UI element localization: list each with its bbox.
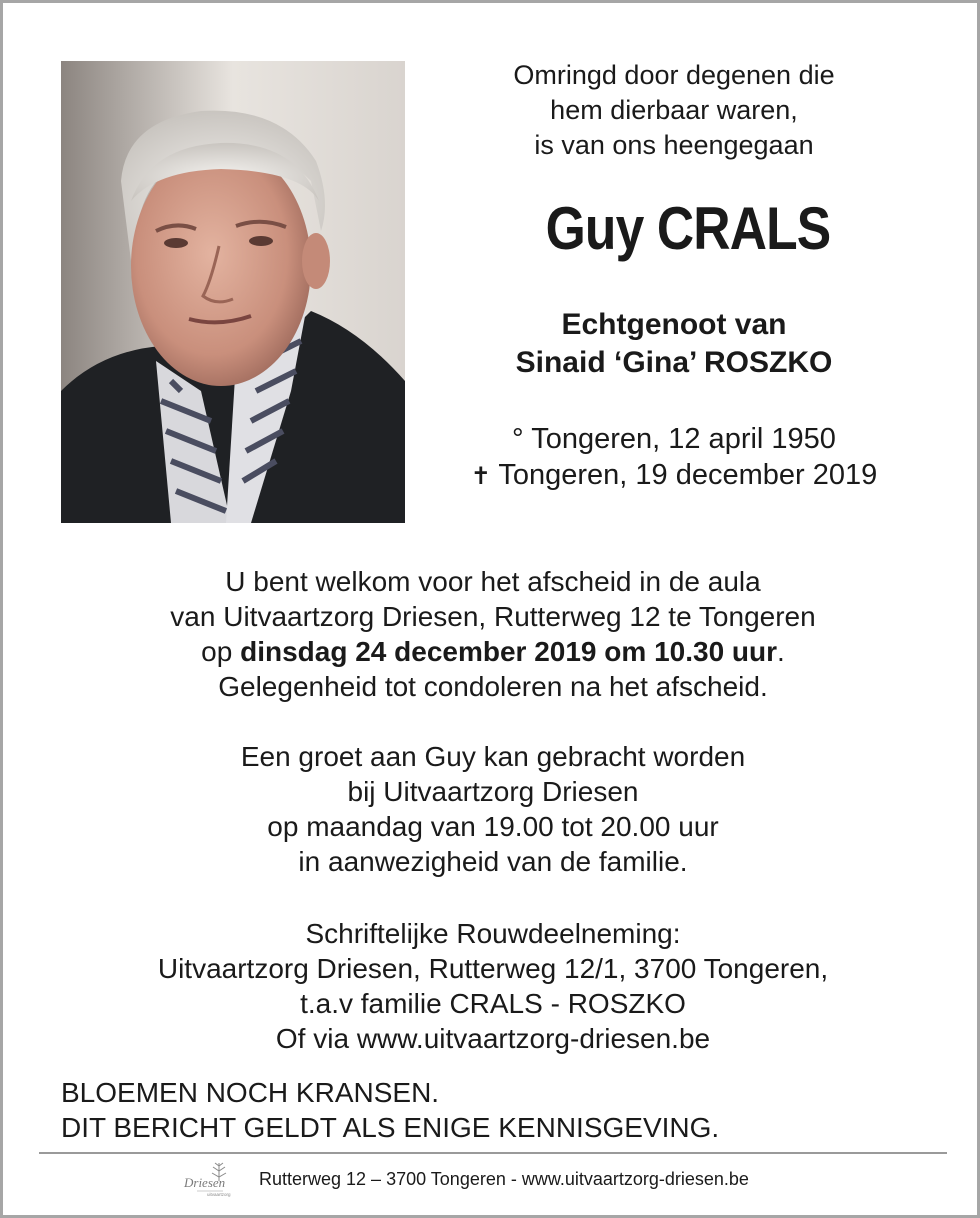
portrait-photo (61, 61, 405, 523)
intro-line: is van ons heengegaan (534, 130, 814, 160)
visitation-line: in aanwezigheid van de familie. (298, 846, 688, 877)
cross-icon: ✝ (470, 463, 491, 490)
death-date (443, 457, 905, 495)
farewell-block (43, 564, 943, 704)
visitation-line: Een groet aan Guy kan gebracht worden (240, 741, 746, 772)
logo-text: Driesen (184, 1175, 226, 1190)
condolences-line: t.a.v familie CRALS - ROSZKO (300, 988, 686, 1019)
intro-text (453, 58, 895, 163)
footer (3, 1159, 977, 1201)
visitation-line: bij Uitvaartzorg Driesen (347, 776, 639, 807)
condolences-website: Of via www.uitvaartzorg-driesen.be (275, 1023, 711, 1054)
farewell-line: van Uitvaartzorg Driesen, Rutterweg 12 te Tongeren (170, 601, 816, 632)
farewell-line: U bent welkom voor het afscheid in de aula (225, 566, 761, 597)
farewell-datetime-line (43, 634, 943, 669)
death-place-date: Tongeren, 19 december 2019 (498, 459, 878, 491)
condolences-line: Uitvaartzorg Driesen, Rutterweg 12/1, 3700 Tongeren, (157, 953, 829, 984)
deceased-name: Guy CRALS (545, 195, 831, 262)
spouse-line: Echtgenoot van (561, 308, 787, 341)
intro-line: hem dierbaar waren, (550, 95, 798, 125)
spouse-name: Sinaid ‘Gina’ ROSZKO (515, 346, 833, 379)
logo-graphic (179, 1159, 243, 1199)
farewell-datetime: dinsdag 24 december 2019 om 10.30 uur (240, 636, 778, 667)
logo-subtext: uitvaartzorg (207, 1192, 231, 1197)
visitation-line: op maandag van 19.00 tot 20.00 uur (267, 811, 719, 842)
portrait-image (61, 61, 405, 523)
farewell-prefix: op (201, 636, 233, 667)
visitation-block (43, 739, 943, 879)
condolences-block (43, 916, 943, 1056)
notice-block (61, 1075, 941, 1145)
birth-place-date: Tongeren, 12 april 1950 (531, 423, 836, 455)
farewell-suffix: . (777, 636, 785, 667)
intro-line: Omringd door degenen die (513, 60, 835, 90)
footer-divider (39, 1152, 947, 1154)
notice-line: DIT BERICHT GELDT ALS ENIGE KENNISGEVING. (61, 1112, 720, 1143)
birth-date (443, 421, 905, 457)
driesen-logo (179, 1159, 243, 1199)
spouse-info (453, 306, 895, 382)
life-dates (443, 421, 905, 495)
condolences-line: Schriftelijke Rouwdeelneming: (305, 918, 681, 949)
farewell-line: Gelegenheid tot condoleren na het afscheid. (218, 671, 768, 702)
footer-contact: Rutterweg 12 – 3700 Tongeren - www.uitvaartzorg-driesen.be (259, 1169, 749, 1189)
birth-symbol: ° (512, 423, 524, 455)
notice-line: BLOEMEN NOCH KRANSEN. (61, 1077, 440, 1108)
